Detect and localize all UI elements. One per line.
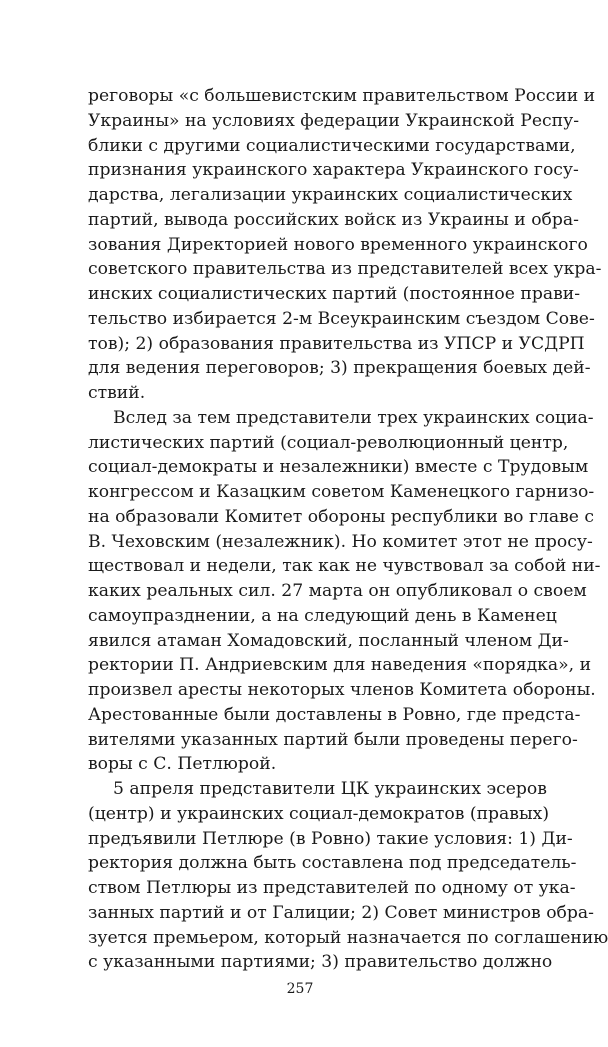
text-line: для ведения переговоров; 3) прекращения боевых дей- [88,358,591,379]
text-line: на образовали Комитет обороны республики во главе с [88,506,595,527]
page-number: 257 [286,981,314,997]
text-line: ством Петлюры из представителей по одному от ука- [88,878,576,898]
text-line: Вслед за тем представители трех украинских социа- [113,407,594,428]
text-line: тельство избирается 2-м Всеукраинским съездом Сове- [88,308,595,329]
text-line: дарства, легализации украинских социалистических [88,185,573,205]
text-line: партий, вывода российских войск из Украины и обра- [88,209,579,230]
text-line: ствий. [88,383,146,403]
paragraph-2 [88,406,601,777]
text-line: конгрессом и Казацким советом Каменецкого гарнизо- [88,482,595,502]
text-line: Украины» на условиях федерации Украинской Респу- [88,110,580,131]
paragraph-1 [88,84,602,406]
text-line: воры с С. Петлюрой. [88,754,277,775]
text-line: реговоры «с большевистским правительством России и [88,86,596,106]
page-text [88,84,608,975]
text-line: тов); 2) образования правительства из УПСР и УСДРП [88,333,585,354]
text-line: советского правительства из представителей всех укра- [88,259,602,280]
text-line: зования Директорией нового временного украинского [88,234,588,255]
text-line: предъявили Петлюре (в Ровно) такие условия: 1) Ди- [88,828,573,849]
text-line: ректории П. Андриевским для наведения «порядка», и [88,655,592,676]
text-line: социал-демократы и незалежники) вместе с Трудовым [88,457,589,478]
paragraph-3 [88,777,608,975]
text-line: с указанными партиями; 3) правительство должно [88,952,553,973]
text-line: (центр) и украинских социал-демократов (правых) [88,803,550,824]
text-line: Арестованные были доставлены в Ровно, где предста- [88,704,581,725]
text-line: ществовал и недели, так как не чувствовал за собой ни- [88,556,601,577]
text-line: зуется премьером, который назначается по соглашению [88,927,608,948]
text-line: вителями указанных партий были проведены перего- [88,729,578,750]
text-line: явился атаман Хомадовский, посланный членом Ди- [88,630,569,651]
text-line: листических партий (социал-революционный центр, [88,432,569,453]
text-line: ректория должна быть составлена под председатель- [88,853,577,874]
text-line: признания украинского характера Украинского госу- [88,160,579,181]
text-line: самоупразднении, а на следующий день в Каменец [88,605,557,626]
text-line: каких реальных сил. 27 марта он опубликовал о своем [88,581,587,601]
text-line: инских социалистических партий (постоянное прави- [88,284,581,304]
text-line: занных партий и от Галиции; 2) Совет министров обра- [88,902,594,923]
text-line: В. Чеховским (незалежник). Но комитет этот не просу- [88,531,593,552]
text-line: блики с другими социалистическими государствами, [88,135,576,156]
text-line: 5 апреля представители ЦК украинских эсеров [113,779,547,799]
text-line: произвел аресты некоторых членов Комитета обороны. [88,680,596,700]
